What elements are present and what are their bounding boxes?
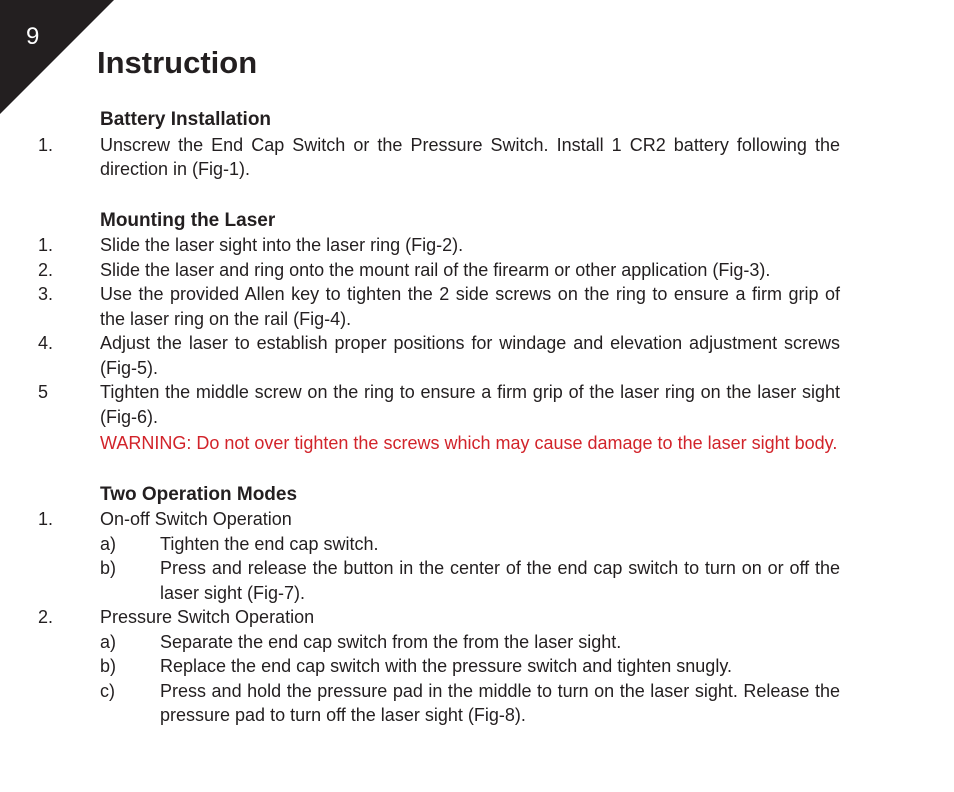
sub-item-letter: a) [100, 533, 117, 554]
item-text: Tighten the middle screw on the ring to ensure a firm grip of the laser ring on the laser sight (Fig-6). [100, 382, 840, 427]
list-item [38, 258, 840, 283]
item-text: Adjust the laser to establish proper positions for windage and elevation adjustment screws (Fig-5). [100, 333, 840, 378]
page-number: 9 [26, 23, 40, 50]
sub-list-item [100, 630, 840, 655]
sub-list-item [100, 556, 840, 605]
sub-list-item [100, 654, 840, 679]
list-item [38, 507, 840, 532]
warning-text: WARNING: Do not over tighten the screws which may cause damage to the laser sight body. [100, 433, 838, 453]
list-item [38, 282, 840, 331]
sub-list-item [100, 532, 840, 557]
section-heading: Mounting the Laser [100, 209, 276, 231]
item-number: 5 [38, 382, 49, 402]
sub-item-text: Press and hold the pressure pad in the middle to turn on the laser sight. Release the pressure pad to turn off the laser sight (Fig-8). [160, 680, 840, 725]
list-item [38, 331, 840, 380]
section-two-operation-modes [38, 483, 840, 728]
item-number: 1. [38, 509, 54, 529]
item-text: Use the provided Allen key to tighten the 2 side screws on the ring to ensure a firm grip of the laser ring on the rail (Fig-4). [100, 284, 840, 329]
sub-item-text: Tighten the end cap switch. [160, 533, 379, 554]
sub-item-text: Separate the end cap switch from the from the laser sight. [160, 631, 622, 652]
list-item [38, 133, 840, 182]
sub-item-text: Replace the end cap switch with the pressure switch and tighten snugly. [160, 656, 732, 676]
sub-item-letter: c) [100, 680, 115, 701]
item-number: 1. [38, 134, 54, 155]
item-text: Pressure Switch Operation [100, 607, 315, 627]
sub-item-text: Press and release the button in the center of the end cap switch to turn on or off the laser sight (Fig-7). [160, 558, 840, 603]
item-number: 2. [38, 259, 54, 280]
item-number: 4. [38, 333, 54, 353]
sub-list-item [100, 679, 840, 728]
item-text: Slide the laser and ring onto the mount rail of the firearm or other application (Fig-3). [100, 259, 771, 280]
item-text: On-off Switch Operation [100, 509, 292, 529]
section-heading: Battery Installation [100, 109, 272, 130]
sub-item-letter: a) [100, 631, 117, 652]
page-title: Instruction [97, 45, 258, 80]
item-text: Slide the laser sight into the laser ring (Fig-2). [100, 235, 464, 255]
sub-item-letter: b) [100, 558, 117, 578]
section-mounting-the-laser [38, 209, 840, 456]
list-item [38, 605, 840, 630]
list-item [38, 233, 840, 258]
item-number: 1. [38, 235, 54, 255]
list-item [38, 380, 840, 429]
item-number: 3. [38, 284, 54, 304]
section-heading: Two Operation Modes [100, 483, 298, 505]
section-battery-installation [38, 108, 840, 182]
item-number: 2. [38, 607, 54, 627]
instruction-content [38, 108, 840, 728]
sub-item-letter: b) [100, 656, 117, 676]
item-text: Unscrew the End Cap Switch or the Pressure Switch. Install 1 CR2 battery following the direction in (Fig-1). [100, 134, 840, 179]
